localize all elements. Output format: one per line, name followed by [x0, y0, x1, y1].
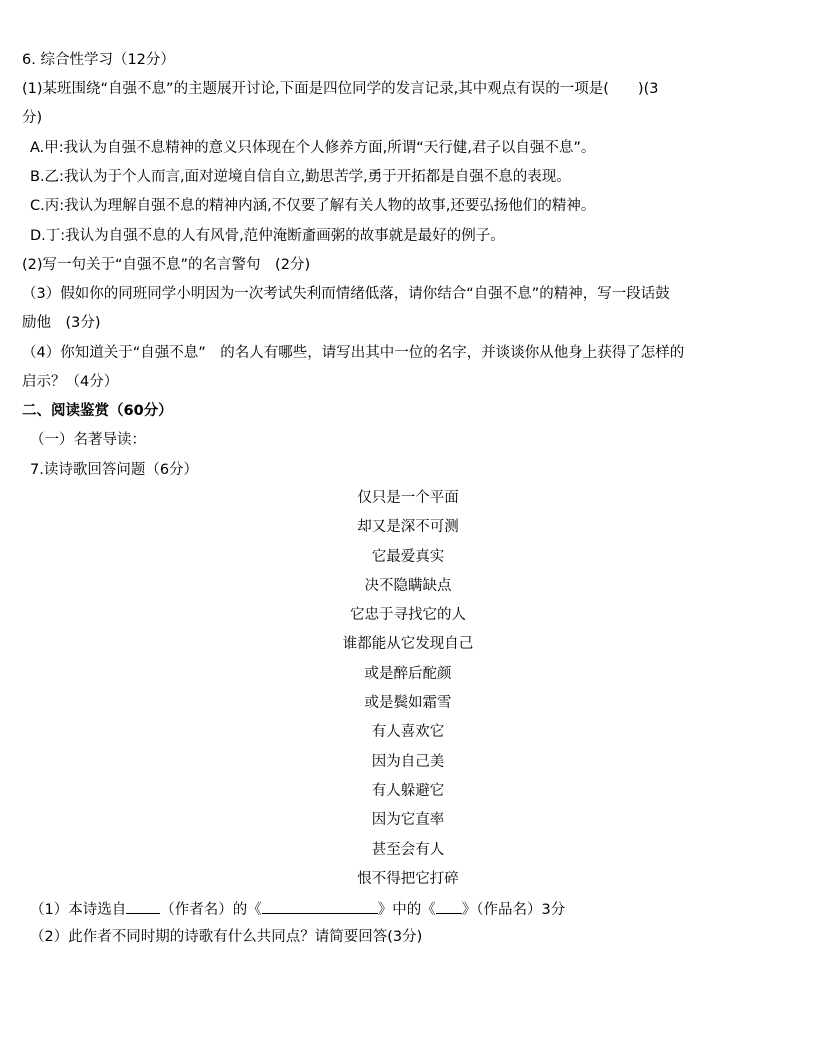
poem-line: 却又是深不可测: [357, 519, 459, 536]
poem-line: 因为自己美: [371, 753, 445, 770]
q6-sub1-line1: (1)某班围绕“自强不息”的主题展开讨论,下面是四位同学的发言记录,其中观点有误的一项是( )(3: [22, 81, 659, 97]
poem-line: 它最爱真实: [371, 548, 445, 565]
poem-line: 谁都能从它发现自己: [342, 636, 474, 653]
q7-sub1-text-a: （1）本诗选自: [30, 902, 127, 918]
poem-line: 恨不得把它打碎: [357, 870, 459, 887]
q6-sub3-line2: 励他 (3分): [22, 315, 101, 331]
q7-title: 7.读诗歌回答问题（6分）: [30, 462, 199, 478]
poem: [0, 488, 816, 898]
section2-title: 二、阅读鉴赏（60分）: [22, 403, 173, 419]
poem-line: 或是鬓如霜雪: [364, 695, 452, 712]
q6-sub3-line1: （3）假如你的同班同学小明因为一次考试失利而情绪低落，请你结合“自强不息”的精神，写一段话鼓: [22, 286, 670, 302]
q7-sub1-text-b: （作者名）的《: [160, 902, 262, 918]
poem-line: 仅只是一个平面: [357, 490, 459, 506]
section2-part1: （一）名著导读：: [30, 432, 146, 448]
q6-sub1-line2: 分): [22, 110, 43, 126]
collection-blank[interactable]: [262, 898, 378, 914]
poem-line: 有人躲避它: [371, 782, 445, 799]
q6-option-c: C.丙:我认为理解自强不息的精神内涵,不仅要了解有关人物的故事,还要弘扬他们的精神。: [30, 198, 596, 214]
q6-sub4-line2: 启示？（4分）: [22, 374, 119, 390]
q6-sub4-line1: （4）你知道关于“自强不息” 的名人有哪些，请写出其中一位的名字，并谈谈你从他身上获得了怎样的: [22, 345, 685, 361]
q6-sub2: (2)写一句关于“自强不息”的名言警句 (2分): [22, 257, 311, 273]
poem-line: 决不隐瞒缺点: [364, 577, 452, 594]
q6-title: 6. 综合性学习（12分）: [22, 52, 175, 68]
poem-line: 因为它直率: [371, 812, 445, 829]
q6-option-d: D.丁:我认为自强不息的人有风骨,范仲淹断齑画粥的故事就是最好的例子。: [30, 228, 505, 244]
q6-option-b: B.乙:我认为于个人而言,面对逆境自信自立,勤思苦学,勇于开拓都是自强不息的表现。: [30, 169, 571, 185]
q7-sub1-text-d: 》（作品名）3分: [461, 902, 566, 918]
poem-line: 有人喜欢它: [371, 724, 445, 741]
work-blank[interactable]: [436, 898, 462, 914]
author-blank[interactable]: [126, 898, 160, 914]
q7-sub2: （2）此作者不同时期的诗歌有什么共同点？请简要回答(3分): [30, 929, 423, 945]
q7-sub1-text-c: 》中的《: [377, 902, 436, 918]
poem-line: 甚至会有人: [371, 841, 445, 858]
q6-option-a: A.甲:我认为自强不息精神的意义只体现在个人修养方面,所谓“天行健,君子以自强不息”。: [30, 140, 596, 156]
q7-sub1: [30, 898, 565, 920]
poem-line: 或是醉后酡颜: [364, 665, 452, 682]
poem-line: 它忠于寻找它的人: [350, 607, 466, 624]
